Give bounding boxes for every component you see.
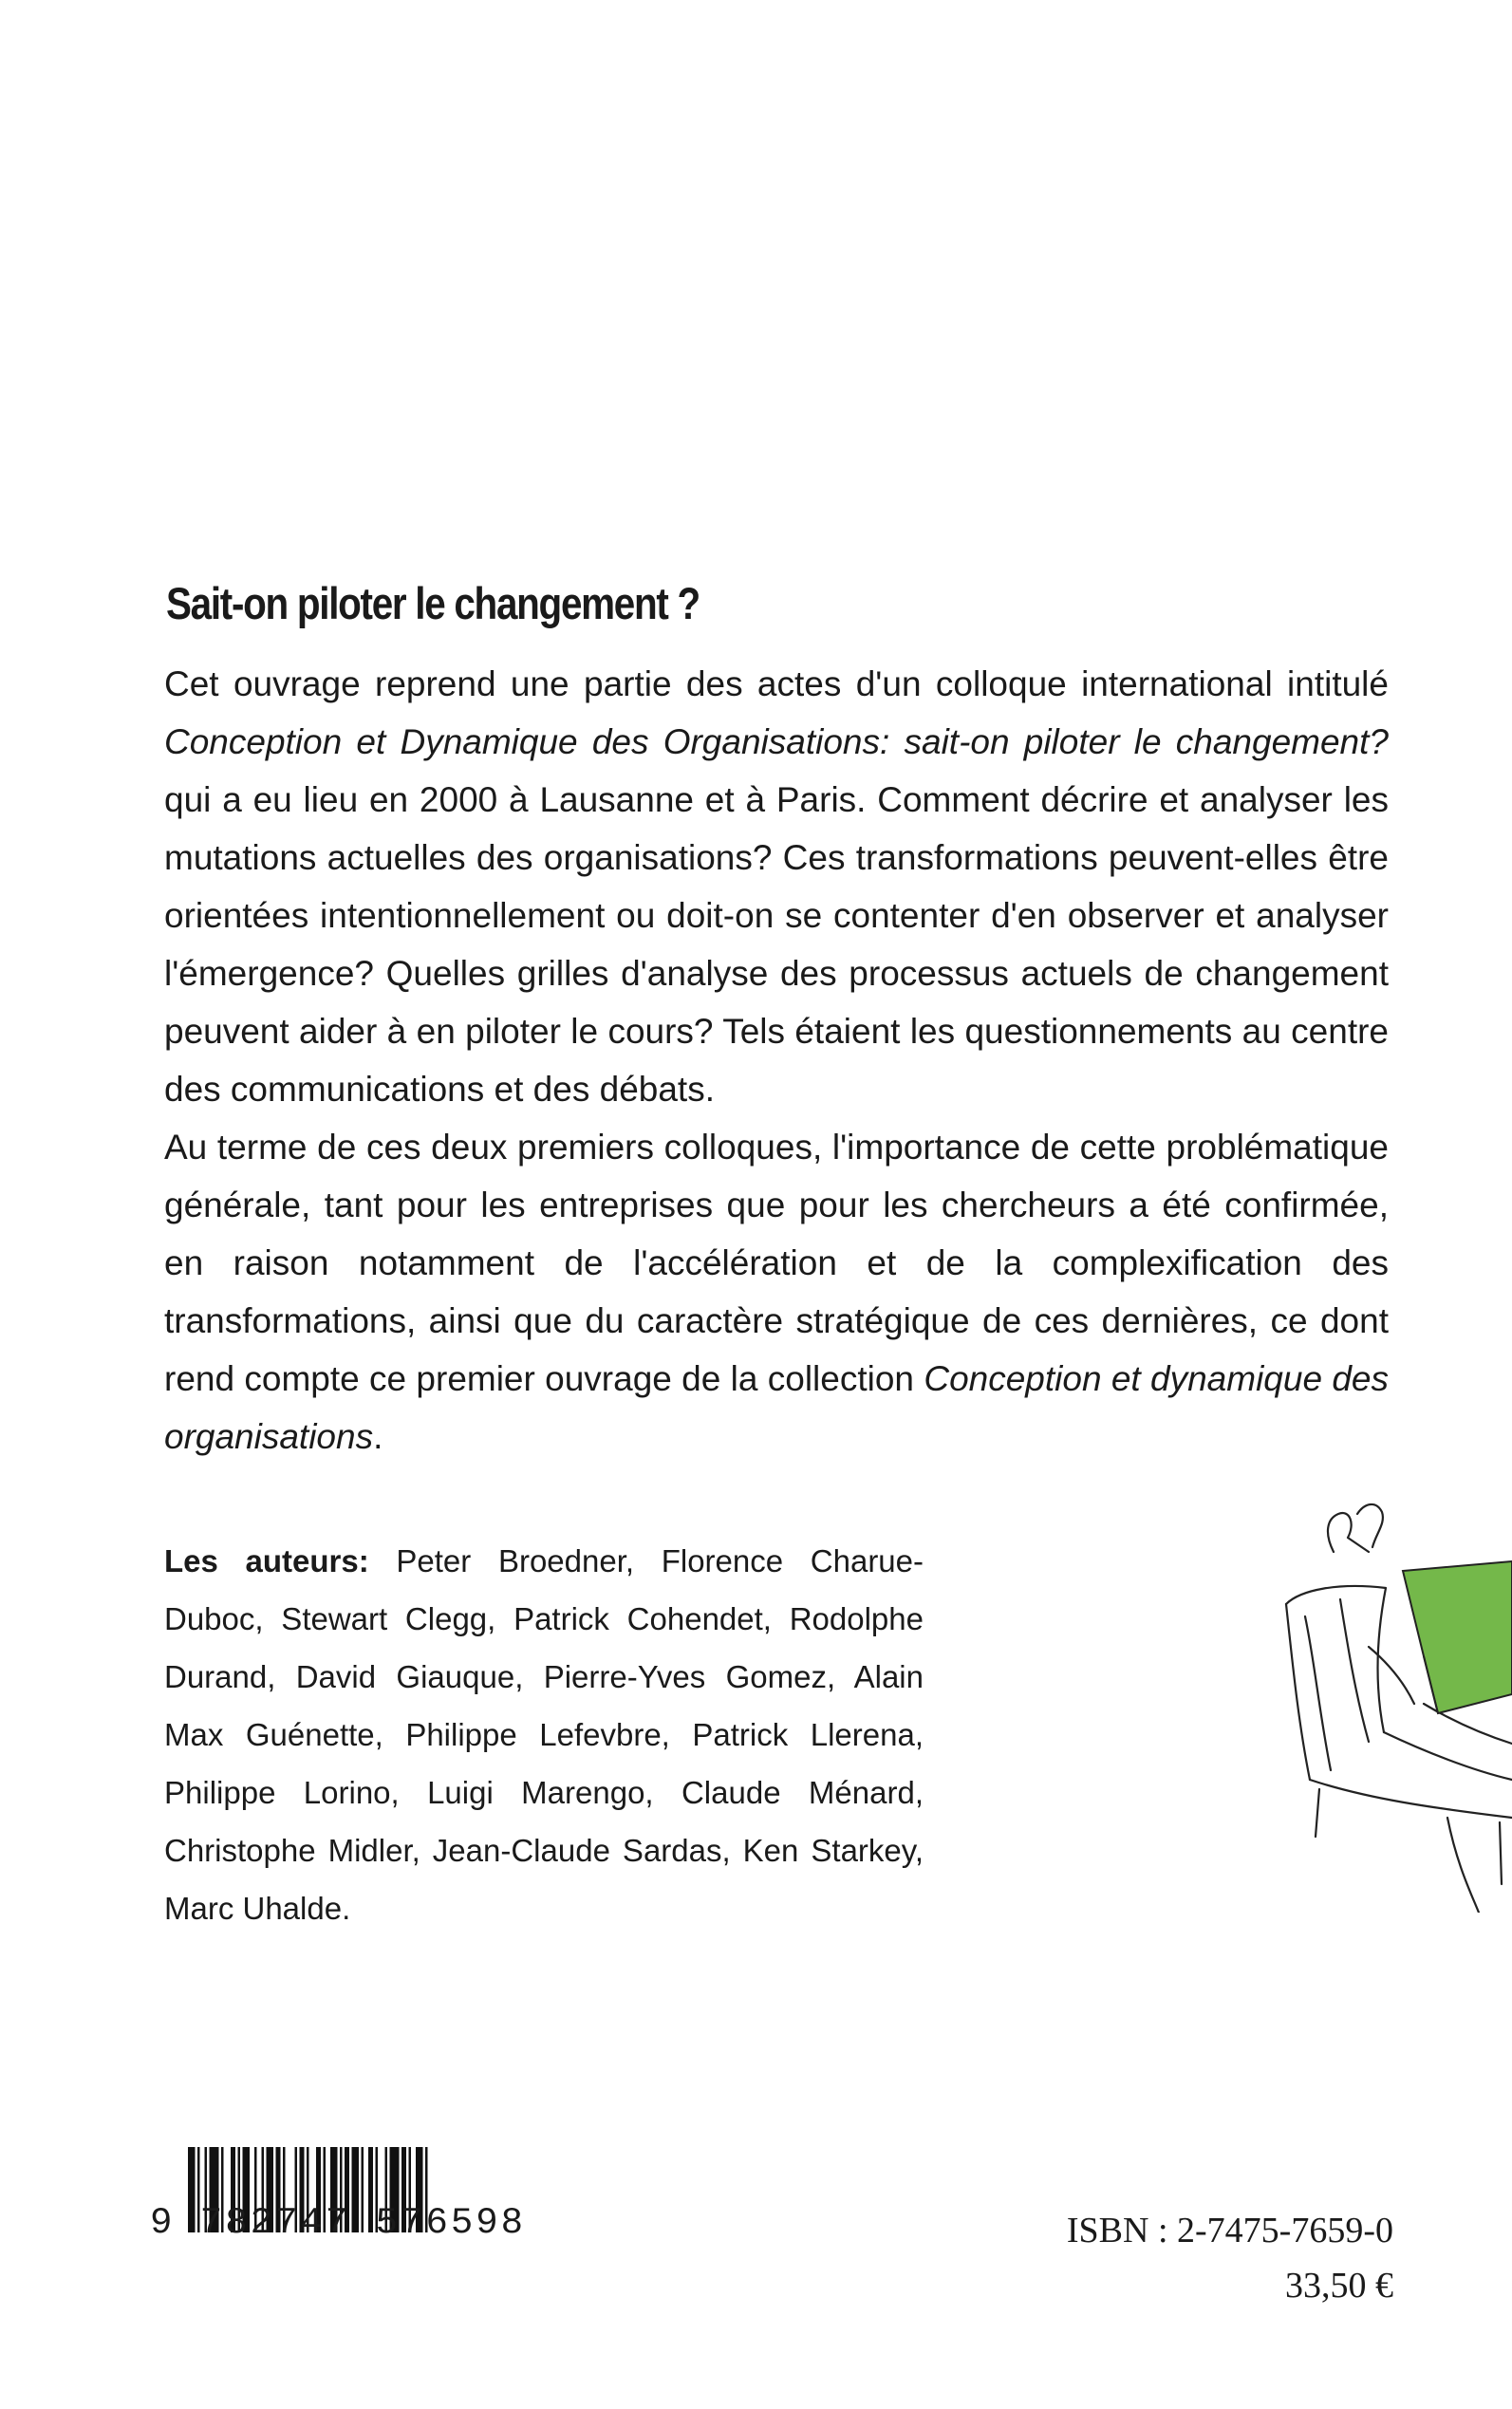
description-paragraph-2 [164,1118,1389,1466]
paragraph-2-end: . [373,1417,383,1456]
isbn: ISBN : 2-7475-7659-0 [1066,2211,1393,2250]
barcode-digits: 9 782747 576598 [150,2202,527,2244]
chair-side [1286,1604,1310,1780]
paragraph-1-rest: qui a eu lieu en 2000 à Lausanne et à Paris. Comment décrire et analyser les mutations actuelles des organisations? Ces transformations peuvent-elles être orientées intentionnellement ou doit-on se contenter d'en observer et analyser l'émergence? Quelles grilles d'analyse des processus actuels de changement peuvent aider à en piloter le cours? Tels étaient les questionnements au centre des communications et des débats. [164,780,1389,1109]
leg-outline [1328,1513,1369,1552]
chair-seat [1310,1780,1512,1818]
page-title: Sait-on piloter le changement ? [166,578,700,628]
chair-leg-2 [1447,1818,1479,1913]
description [164,655,1389,1466]
chair-arm [1369,1647,1414,1704]
chair-seat-back [1384,1732,1512,1780]
price: 33,50 € [1285,2266,1393,2306]
leg-outline-2 [1357,1504,1383,1547]
collection-title: Conception et dynamique des organisations [164,1359,1389,1456]
chair-leg-3 [1500,1822,1502,1884]
authors-list [164,1532,924,1937]
authors-names: Peter Broedner, Florence Charue-Duboc, Stewart Clegg, Patrick Cohendet, Rodolphe Durand, David Giauque, Pierre-Yves Gomez, Alain Max Guénette, Philippe Lefevbre, Patrick Llerena, Philippe Lorino, Luigi Marengo, Claude Ménard, Christophe Midler, Jean-Claude Sardas, Ken Starkey, Marc Uhalde. [164,1543,924,1926]
chair-leg [1316,1789,1319,1837]
chair-back [1286,1586,1386,1732]
chair-line [1305,1616,1331,1770]
authors-label: Les auteurs: [164,1543,369,1578]
description-paragraph-1 [164,655,1389,1118]
colloquium-title: Conception et Dynamique des Organisations: sait-on piloter le changement? [164,722,1389,761]
armchair-illustration [1281,1495,1512,1913]
paragraph-1-intro: Cet ouvrage reprend une partie des actes d'un colloque international intitulé [164,664,1389,703]
green-book [1403,1561,1512,1713]
chair-line-2 [1340,1599,1369,1742]
paragraph-2-text: Au terme de ces deux premiers colloques, l'importance de cette problématique générale, tant pour les entreprises que pour les chercheurs a été confirmée, en raison notamment de l'accélération et de la complexification des transformations, ainsi que du caractère stratégique de ces dernières, ce dont rend compte ce premier ouvrage de la collection [164,1128,1389,1398]
